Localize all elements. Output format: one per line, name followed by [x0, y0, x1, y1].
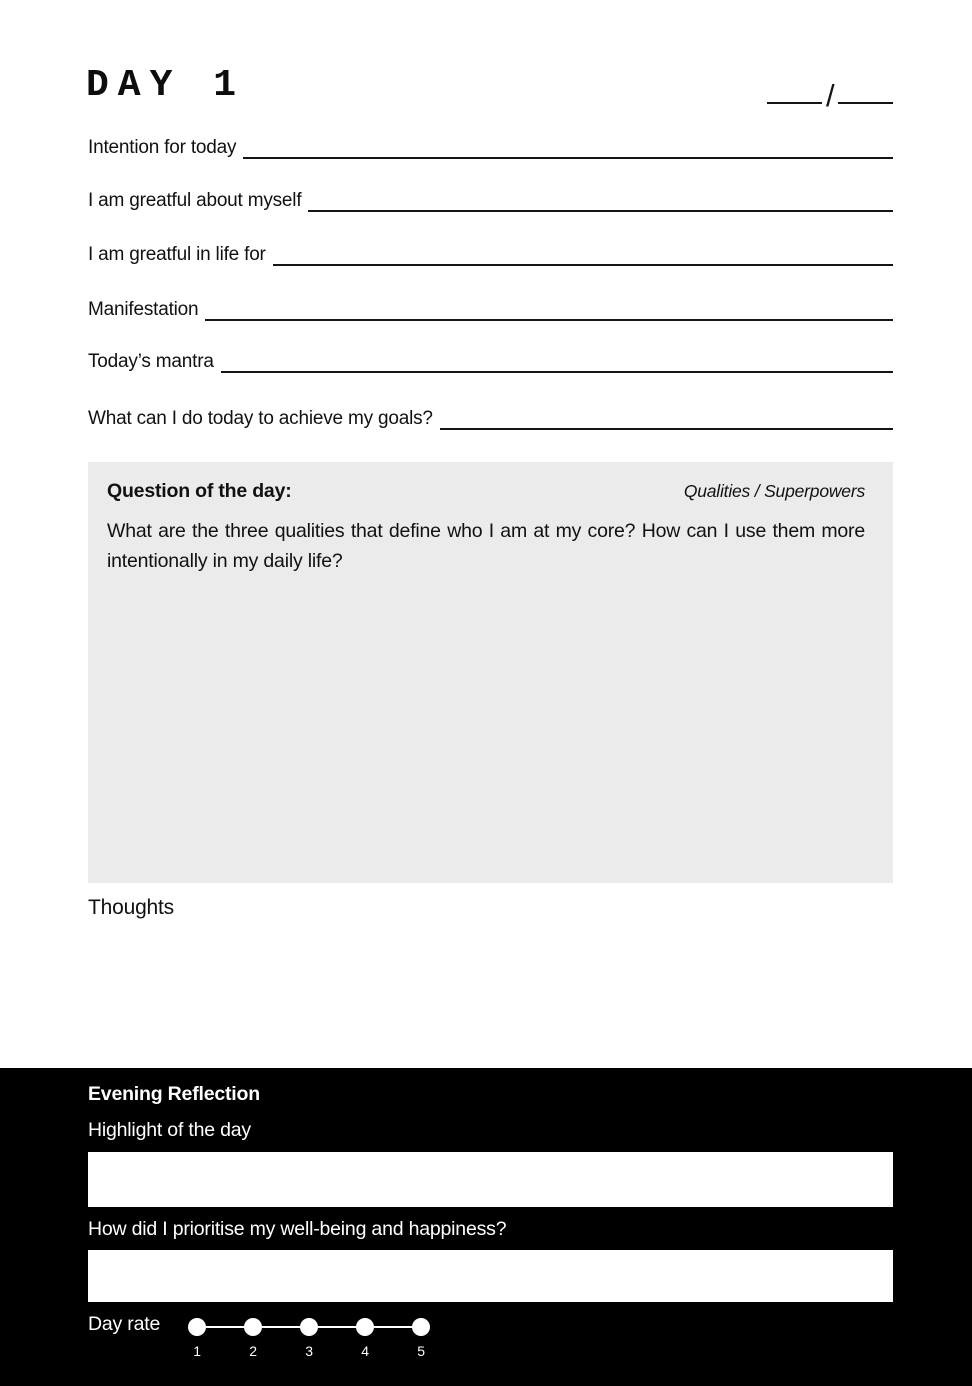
prompt-row-manifestation	[88, 295, 893, 321]
prompt-label: I am greatful in life for	[88, 244, 266, 265]
prompt-label: Today’s mantra	[88, 351, 214, 372]
evening-reflection-section	[0, 1068, 972, 1386]
prompt-row-grateful-self	[88, 186, 893, 212]
question-box-topic: Qualities / Superpowers	[683, 481, 865, 501]
day-rate-dot-1[interactable]	[188, 1318, 206, 1336]
day-rate-dot-4[interactable]	[356, 1318, 374, 1336]
prompt-row-goals	[88, 404, 893, 430]
highlight-input-box[interactable]	[88, 1152, 893, 1207]
wellbeing-input-box[interactable]	[88, 1250, 893, 1302]
prompt-label: I am greatful about myself	[88, 190, 302, 211]
evening-reflection-heading: Evening Reflection	[88, 1083, 260, 1105]
prompt-label: What can I do today to achieve my goals?	[88, 408, 433, 429]
day-rate-number: 4	[361, 1343, 369, 1359]
manifestation-input-line[interactable]	[205, 293, 893, 321]
prompt-row-intention	[88, 133, 893, 159]
day-rate-label: Day rate	[88, 1313, 161, 1335]
thoughts-label: Thoughts	[88, 896, 174, 919]
day-rate-dot-5[interactable]	[412, 1318, 430, 1336]
day-rate-dot-3[interactable]	[300, 1318, 318, 1336]
day-rate-slider	[188, 1318, 430, 1360]
date-separator: /	[826, 78, 835, 113]
date-month-field[interactable]	[838, 101, 893, 104]
prompt-label: Manifestation	[88, 299, 199, 320]
day-rate-number: 3	[305, 1343, 313, 1359]
mantra-input-line[interactable]	[221, 345, 893, 373]
highlight-label: Highlight of the day	[88, 1119, 251, 1141]
date-day-field[interactable]	[767, 101, 822, 104]
prompt-label: Intention for today	[88, 137, 237, 158]
wellbeing-label: How did I prioritise my well-being and happiness?	[88, 1218, 507, 1240]
prompt-row-mantra	[88, 347, 893, 373]
grateful-life-input-line[interactable]	[273, 238, 893, 266]
day-rate-number: 1	[193, 1343, 201, 1359]
prompt-row-grateful-life	[88, 240, 893, 266]
day-rate-number: 5	[417, 1343, 425, 1359]
day-rate-number: 2	[249, 1343, 257, 1359]
grateful-self-input-line[interactable]	[308, 184, 893, 212]
question-of-the-day-box	[88, 462, 893, 883]
question-text: What are the three qualities that define who I am at my core? How can I use them more intentionally in my daily life?	[107, 520, 865, 572]
day-rate-dot-2[interactable]	[244, 1318, 262, 1336]
page-title: DAY 1	[86, 64, 246, 107]
intention-input-line[interactable]	[243, 131, 893, 159]
question-box-header	[107, 480, 865, 503]
date-field	[767, 74, 893, 113]
goals-input-line[interactable]	[440, 402, 893, 430]
question-box-heading: Question of the day:	[107, 480, 292, 502]
